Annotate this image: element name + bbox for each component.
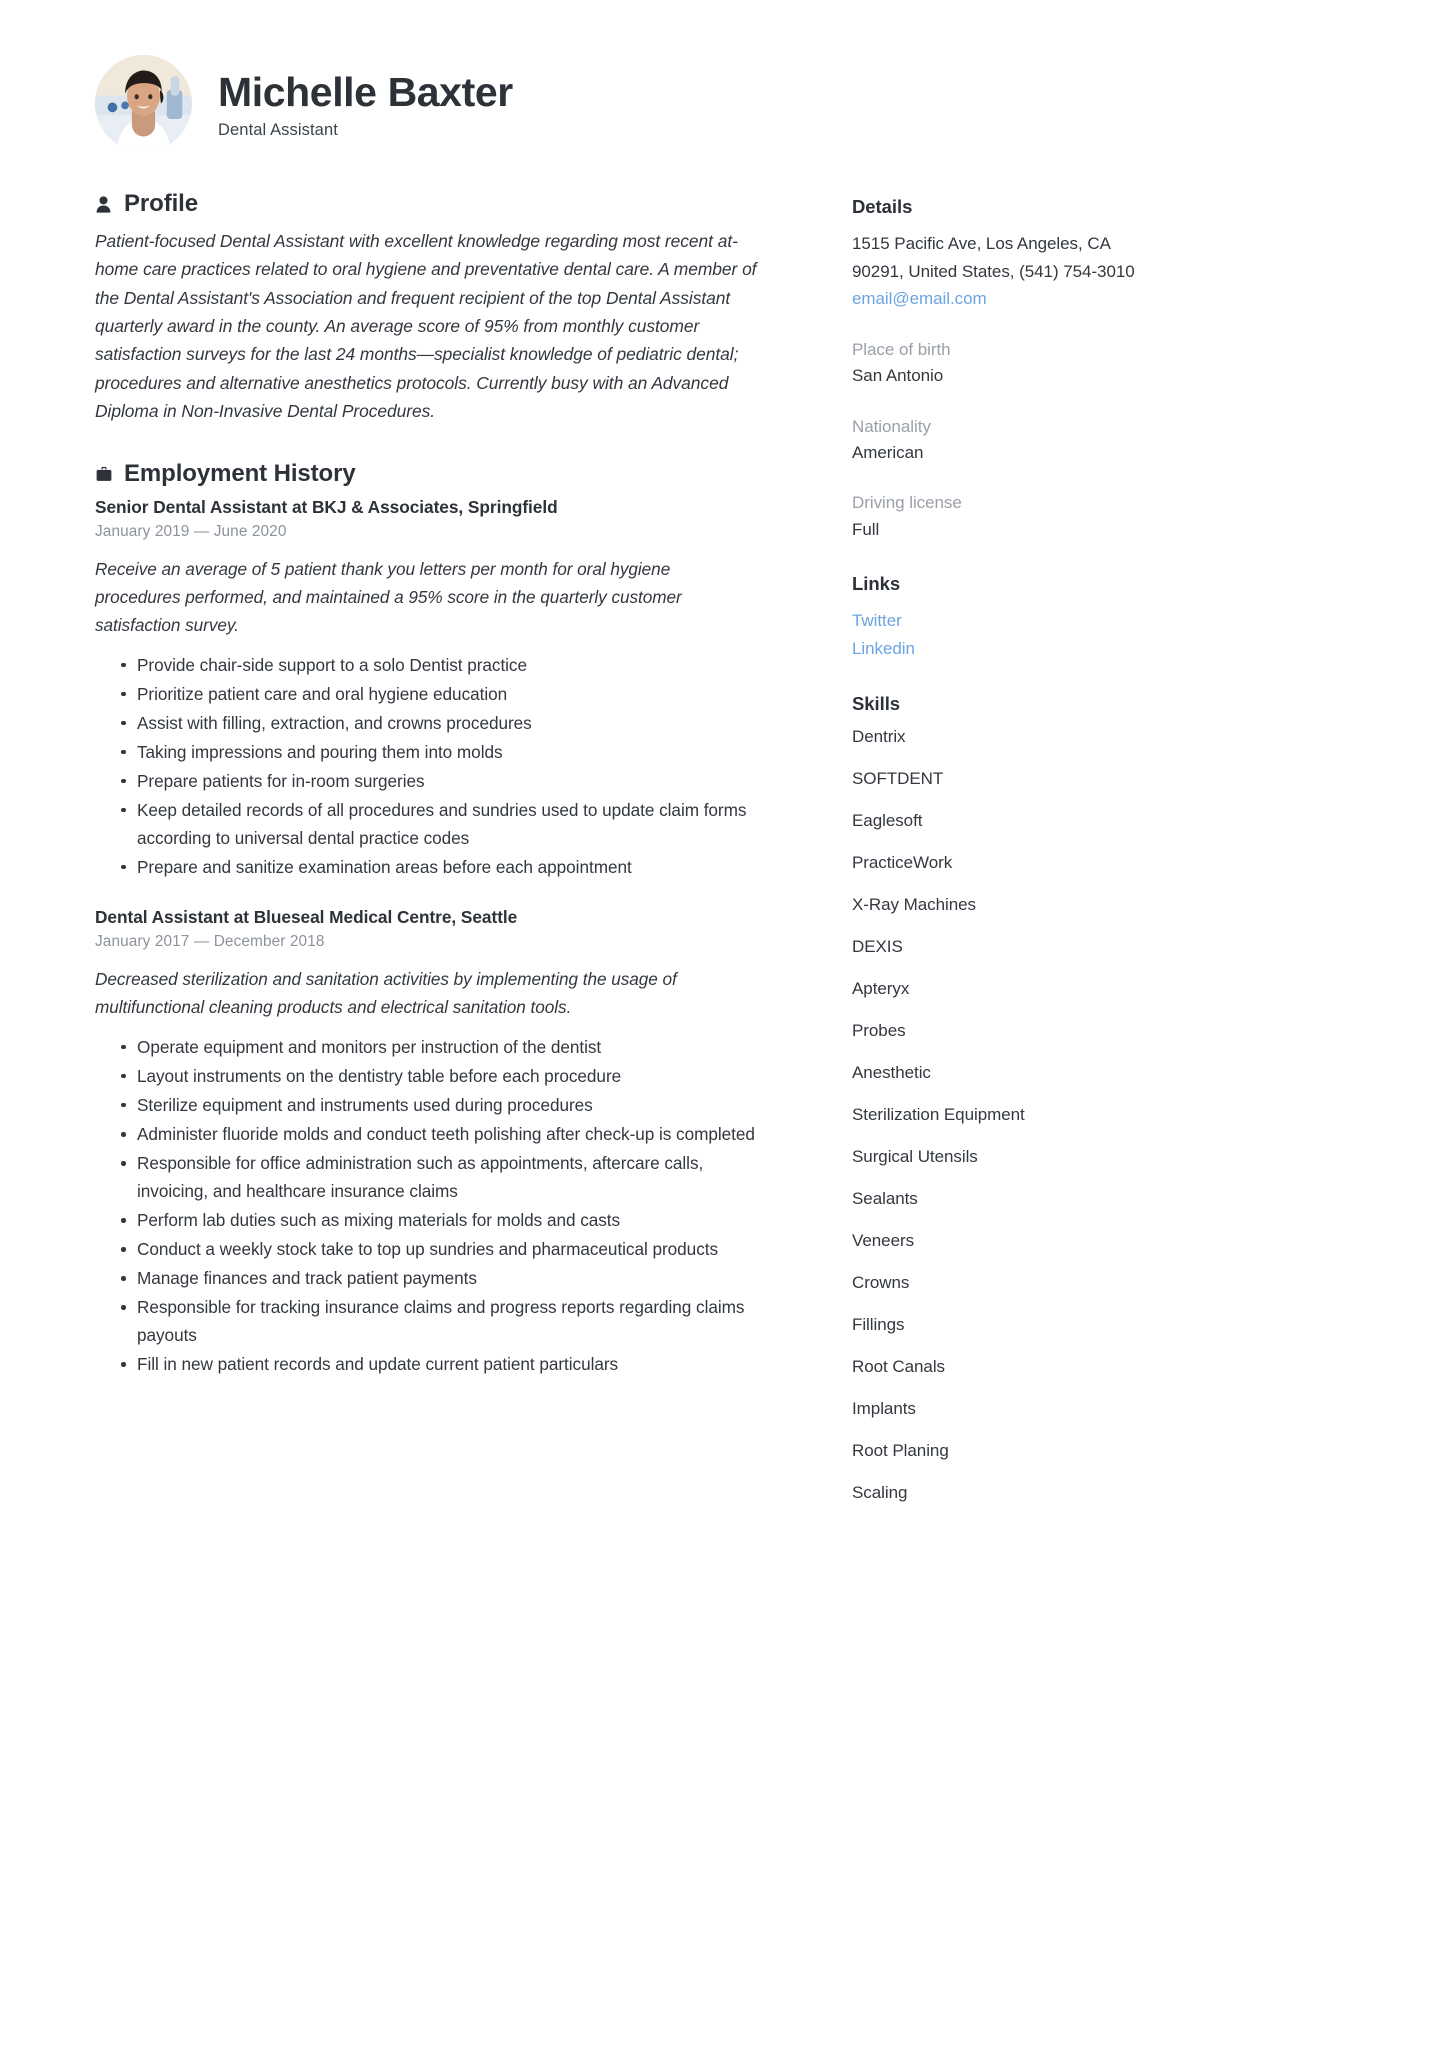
bullet-item: Prepare and sanitize examination areas before each appointment bbox=[95, 853, 760, 881]
resume-body bbox=[0, 152, 1448, 1533]
job-heading: Dental Assistant at Blueseal Medical Centre, Seattle bbox=[95, 906, 518, 927]
bullet-item: Perform lab duties such as mixing materials for molds and casts bbox=[95, 1206, 760, 1234]
bullet-item: Administer fluoride molds and conduct teeth polishing after check-up is completed bbox=[95, 1120, 760, 1148]
employment-heading bbox=[95, 460, 760, 488]
job-dates: January 2019 — June 2020 bbox=[95, 522, 287, 540]
bullet-item: Keep detailed records of all procedures and sundries used to update claim forms according to universal dental practice codes bbox=[95, 796, 760, 852]
detail-label: Nationality bbox=[852, 416, 931, 436]
person-icon bbox=[95, 195, 112, 214]
links-title: Links bbox=[852, 573, 901, 595]
skill-item: Veneers bbox=[852, 1230, 915, 1250]
bullet-item: Manage finances and track patient payments bbox=[95, 1264, 760, 1292]
skill-item: Root Canals bbox=[852, 1356, 945, 1376]
job-summary: Decreased sterilization and sanitation activities by implementing the usage of multifunctional cleaning products and electrical sanitation tools. bbox=[95, 968, 677, 1017]
skills-section bbox=[852, 693, 1162, 1503]
skill-item: Crowns bbox=[852, 1272, 910, 1292]
details-title: Details bbox=[852, 196, 913, 217]
detail-value: Full bbox=[852, 519, 880, 539]
skill-item: Dentrix bbox=[852, 726, 906, 746]
briefcase-icon bbox=[95, 464, 112, 483]
details-address: 1515 Pacific Ave, Los Angeles, CA 90291, United States, (541) 754-3010 bbox=[852, 234, 1135, 281]
skill-item: Implants bbox=[852, 1398, 916, 1418]
bullet-item: Prioritize patient care and oral hygiene education bbox=[95, 680, 760, 708]
skill-item: Eaglesoft bbox=[852, 810, 923, 830]
details-email-link[interactable]: email@email.com bbox=[852, 289, 987, 309]
skill-item: SOFTDENT bbox=[852, 768, 944, 788]
bullet-item: Operate equipment and monitors per instruction of the dentist bbox=[95, 1033, 760, 1061]
skill-item: Sterilization Equipment bbox=[852, 1104, 1025, 1124]
job-summary: Receive an average of 5 patient thank you letters per month for oral hygiene procedures performed, and maintained a 95% score in the quarterly customer satisfaction survey. bbox=[95, 558, 682, 635]
detail-value: San Antonio bbox=[852, 366, 944, 386]
job-heading: Senior Dental Assistant at BKJ & Associates, Springfield bbox=[95, 496, 558, 517]
profile-title: Profile bbox=[124, 190, 198, 217]
skill-item: Probes bbox=[852, 1020, 906, 1040]
detail-field-place-of-birth bbox=[852, 337, 1162, 390]
job-entry bbox=[95, 907, 760, 1378]
skill-item: Fillings bbox=[852, 1314, 905, 1334]
person-job-title: Dental Assistant bbox=[218, 121, 338, 140]
job-bullets bbox=[95, 651, 760, 881]
bullet-item: Responsible for office administration such as appointments, aftercare calls, invoicing, and healthcare insurance claims bbox=[95, 1149, 760, 1205]
skill-item: PracticeWork bbox=[852, 852, 953, 872]
link-linkedin[interactable]: Linkedin bbox=[852, 638, 915, 658]
bullet-item: Fill in new patient records and update current patient particulars bbox=[95, 1350, 760, 1378]
job-bullets bbox=[95, 1033, 760, 1378]
main-column bbox=[95, 190, 760, 1412]
employment-section bbox=[95, 460, 760, 1379]
detail-field-nationality bbox=[852, 414, 1162, 467]
profile-section bbox=[95, 190, 760, 426]
bullet-item: Conduct a weekly stock take to top up sundries and pharmaceutical products bbox=[95, 1235, 760, 1263]
bullet-item: Responsible for tracking insurance claims and progress reports regarding claims payouts bbox=[95, 1293, 760, 1349]
bullet-item: Provide chair-side support to a solo Dentist practice bbox=[95, 651, 760, 679]
skill-item: X-Ray Machines bbox=[852, 894, 977, 914]
avatar-photo-icon bbox=[95, 55, 192, 152]
details-section bbox=[852, 196, 1162, 543]
employment-title: Employment History bbox=[124, 459, 356, 487]
job-dates: January 2017 — December 2018 bbox=[95, 932, 325, 950]
skill-item: Apteryx bbox=[852, 978, 910, 998]
skill-item: Surgical Utensils bbox=[852, 1146, 978, 1166]
profile-heading bbox=[95, 190, 760, 218]
sidebar-column bbox=[852, 190, 1162, 1533]
person-name: Michelle Baxter bbox=[218, 68, 513, 115]
skill-item: Sealants bbox=[852, 1188, 918, 1208]
skill-item: Scaling bbox=[852, 1482, 908, 1502]
avatar bbox=[95, 55, 192, 152]
bullet-item: Sterilize equipment and instruments used during procedures bbox=[95, 1091, 760, 1119]
skills-title: Skills bbox=[852, 692, 901, 714]
skill-item: Anesthetic bbox=[852, 1062, 931, 1082]
skill-item: DEXIS bbox=[852, 936, 903, 956]
links-section bbox=[852, 573, 1162, 662]
detail-field-driving-license bbox=[852, 490, 1162, 543]
detail-label: Place of birth bbox=[852, 340, 951, 360]
bullet-item: Prepare patients for in-room surgeries bbox=[95, 767, 760, 795]
skill-item: Root Planing bbox=[852, 1440, 949, 1460]
bullet-item: Assist with filling, extraction, and crowns procedures bbox=[95, 709, 760, 737]
job-entry bbox=[95, 497, 760, 881]
resume-header bbox=[0, 0, 1448, 152]
detail-label: Driving license bbox=[852, 493, 962, 513]
profile-text: Patient-focused Dental Assistant with excellent knowledge regarding most recent at-home care practices related to oral hygiene and preventative dental care. A member of the Dental Assistant's Association and frequent recipient of the top Dental Assistant quarterly award in the county. An average score of 95% from monthly customer satisfaction surveys for the last 24 months—specialist knowledge of pediatric dental; procedures and alternative anesthetics protocols. Currently busy with an Advanced Diploma in Non-Invasive Dental Procedures. bbox=[95, 231, 757, 422]
link-twitter[interactable]: Twitter bbox=[852, 611, 902, 631]
bullet-item: Layout instruments on the dentistry table before each procedure bbox=[95, 1062, 760, 1090]
detail-value: American bbox=[852, 443, 924, 463]
name-block bbox=[218, 67, 513, 140]
bullet-item: Taking impressions and pouring them into molds bbox=[95, 738, 760, 766]
